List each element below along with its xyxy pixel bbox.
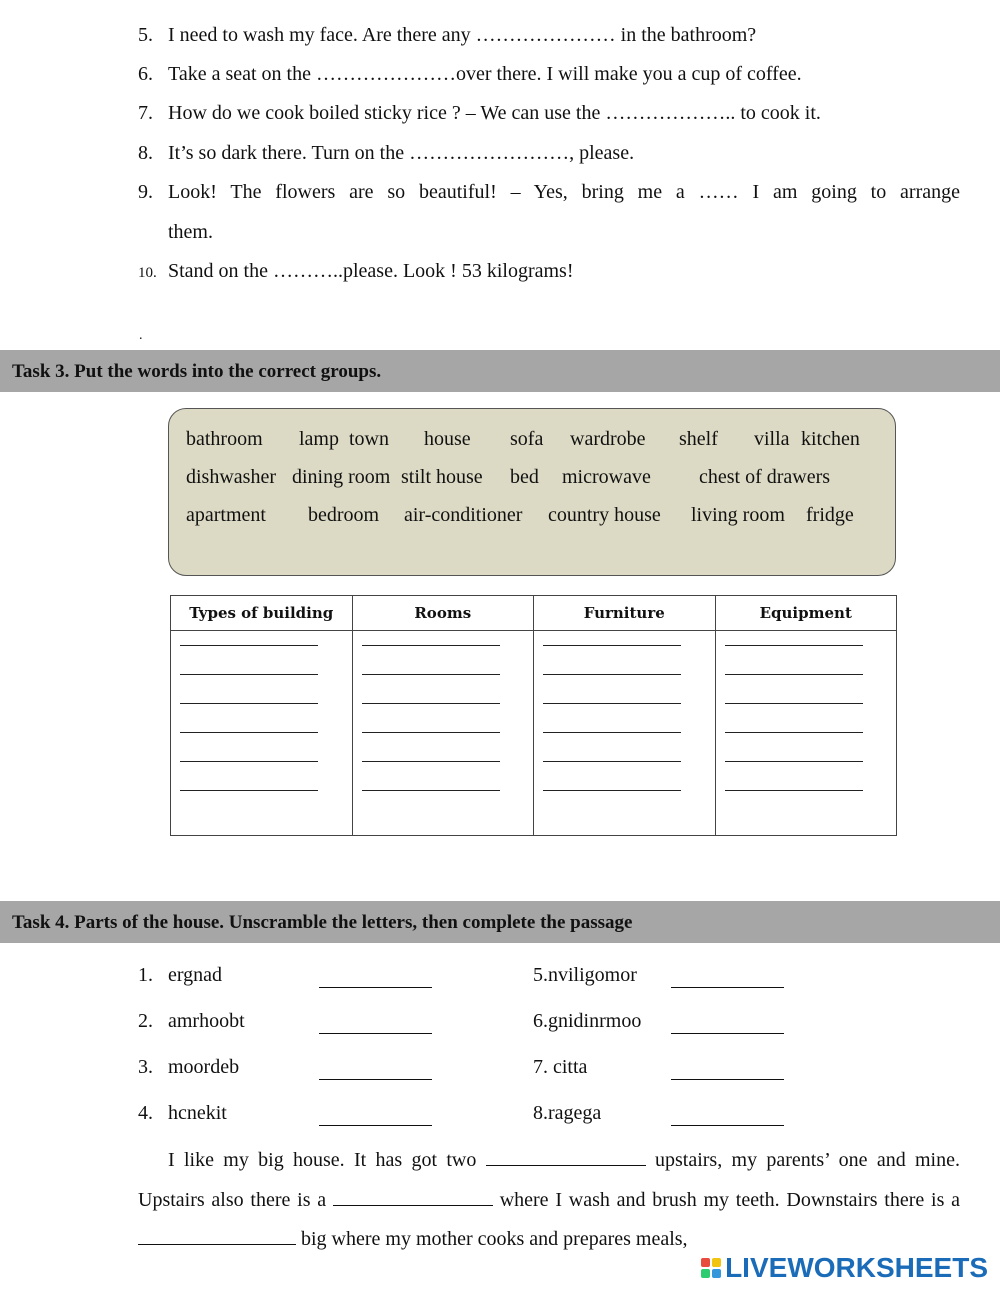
scramble-word: gnidinrmoo	[548, 1010, 642, 1032]
scramble-item-5: 5.nviligomor	[533, 964, 637, 986]
word-item: kitchen	[801, 428, 860, 450]
question-text: I need to wash my face. Are there any ………………… in the bathroom?	[168, 24, 757, 46]
answer-line[interactable]	[543, 645, 681, 646]
answer-line[interactable]	[543, 761, 681, 762]
groups-table	[170, 595, 897, 836]
answer-line[interactable]	[180, 703, 318, 704]
column-header-types-of-building: Types of building	[171, 596, 353, 631]
passage-blank-3[interactable]	[138, 1226, 296, 1245]
scramble-item-1: 1. ergnad	[138, 964, 223, 986]
column-header-rooms: Rooms	[352, 596, 534, 631]
question-5: 5. I need to wash my face. Are there any ………………… in the bathroom?	[138, 24, 757, 46]
scramble-word: nviligomor	[548, 964, 637, 986]
answer-line[interactable]	[362, 790, 500, 791]
answer-line[interactable]	[180, 790, 318, 791]
word-item: sofa	[510, 428, 544, 450]
scramble-word: citta	[548, 1056, 588, 1078]
answer-blank-8[interactable]	[671, 1105, 784, 1126]
word-item: dishwasher	[186, 466, 276, 488]
question-6: 6. Take a seat on the …………………over there. I will make you a cup of coffee.	[138, 63, 802, 85]
word-item: air-conditioner	[404, 504, 523, 526]
answer-line[interactable]	[725, 761, 863, 762]
passage-blank-2[interactable]	[333, 1187, 493, 1206]
scramble-item-7: 7. citta	[533, 1056, 588, 1078]
answer-line[interactable]	[725, 674, 863, 675]
word-box	[168, 408, 896, 576]
scramble-word: ragega	[548, 1102, 602, 1124]
word-item: villa	[754, 428, 790, 450]
scramble-word: amrhoobt	[168, 1010, 245, 1032]
answer-blank-6[interactable]	[671, 1013, 784, 1034]
task3-heading: Task 3. Put the words into the correct groups.	[0, 350, 1000, 392]
word-item: bed	[510, 466, 539, 488]
answer-line[interactable]	[362, 645, 500, 646]
question-10: 10. Stand on the ………..please. Look ! 53 kilograms!	[138, 260, 574, 282]
answer-column-types-of-building	[171, 631, 353, 836]
answer-line[interactable]	[725, 790, 863, 791]
word-item: bedroom	[308, 504, 380, 526]
question-9-continuation: them.	[168, 221, 213, 243]
word-item: stilt house	[401, 466, 483, 488]
word-item: fridge	[806, 504, 854, 526]
scramble-word: ergnad	[168, 964, 223, 986]
question-text: It’s so dark there. Turn on the ……………………, please.	[168, 142, 635, 164]
answer-line[interactable]	[180, 732, 318, 733]
word-item: chest of drawers	[699, 466, 831, 488]
scramble-word: hcnekit	[168, 1102, 227, 1124]
answer-line[interactable]	[180, 645, 318, 646]
scramble-item-8: 8.ragega	[533, 1102, 602, 1124]
word-item: apartment	[186, 504, 266, 526]
answer-line[interactable]	[725, 645, 863, 646]
answer-line[interactable]	[180, 761, 318, 762]
answer-line[interactable]	[543, 674, 681, 675]
answer-blank-7[interactable]	[671, 1059, 784, 1080]
question-text: How do we cook boiled sticky rice ? – We can use the ……………….. to cook it.	[168, 102, 821, 124]
answer-line[interactable]	[180, 674, 318, 675]
word-item: microwave	[562, 466, 651, 488]
logo-icon	[701, 1258, 721, 1278]
scramble-word: moordeb	[168, 1056, 240, 1078]
stray-dot: .	[139, 328, 143, 343]
question-text: Look! The flowers are so beautiful! – Yes, bring me a …… I am going to arrange	[168, 181, 960, 203]
word-item: house	[424, 428, 471, 450]
question-text: Stand on the ………..please. Look ! 53 kilograms!	[168, 260, 574, 282]
word-item: wardrobe	[570, 428, 646, 450]
column-header-equipment: Equipment	[715, 596, 897, 631]
task4-heading: Task 4. Parts of the house. Unscramble the letters, then complete the passage	[0, 901, 1000, 943]
answer-blank-1[interactable]	[319, 967, 432, 988]
word-item: bathroom	[186, 428, 263, 450]
answer-line[interactable]	[362, 761, 500, 762]
logo-text: LIVEWORKSHEETS	[725, 1252, 988, 1283]
answer-blank-3[interactable]	[319, 1059, 432, 1080]
word-item: living room	[691, 504, 785, 526]
scramble-item-3: 3. moordeb	[138, 1056, 240, 1078]
word-item: town	[349, 428, 389, 450]
answer-line[interactable]	[543, 732, 681, 733]
liveworksheets-logo	[701, 1252, 988, 1284]
scramble-item-6: 6.gnidinrmoo	[533, 1010, 642, 1032]
word-item: shelf	[679, 428, 718, 450]
answer-line[interactable]	[362, 703, 500, 704]
answer-line[interactable]	[725, 732, 863, 733]
question-8: 8. It’s so dark there. Turn on the ……………………, please.	[138, 142, 635, 164]
word-item: dining room	[292, 466, 391, 488]
answer-line[interactable]	[543, 703, 681, 704]
question-9: 9. Look! The flowers are so beautiful! – Yes, bring me a …… I am going to arrange	[138, 181, 960, 203]
question-7: 7. How do we cook boiled sticky rice ? – We can use the ……………….. to cook it.	[138, 102, 821, 124]
answer-line[interactable]	[362, 674, 500, 675]
answer-line[interactable]	[725, 703, 863, 704]
answer-column-equipment	[715, 631, 897, 836]
answer-blank-5[interactable]	[671, 967, 784, 988]
word-item: lamp	[299, 428, 339, 450]
answer-column-furniture	[534, 631, 716, 836]
answer-blank-4[interactable]	[319, 1105, 432, 1126]
answer-column-rooms	[352, 631, 534, 836]
scramble-item-2: 2. amrhoobt	[138, 1010, 245, 1032]
answer-blank-2[interactable]	[319, 1013, 432, 1034]
passage-blank-1[interactable]	[486, 1147, 646, 1166]
column-header-furniture: Furniture	[534, 596, 716, 631]
passage: I like my big house. It has got two upstairs, my parents’ one and mine. Upstairs also there is a where I wash and brush my teeth. Downstairs there is a big where my mother cooks and prepares meals,	[138, 1149, 961, 1250]
word-item: country house	[548, 504, 661, 526]
question-text: Take a seat on the …………………over there. I will make you a cup of coffee.	[168, 63, 802, 85]
answer-line[interactable]	[362, 732, 500, 733]
scramble-item-4: 4. hcnekit	[138, 1102, 227, 1124]
answer-line[interactable]	[543, 790, 681, 791]
